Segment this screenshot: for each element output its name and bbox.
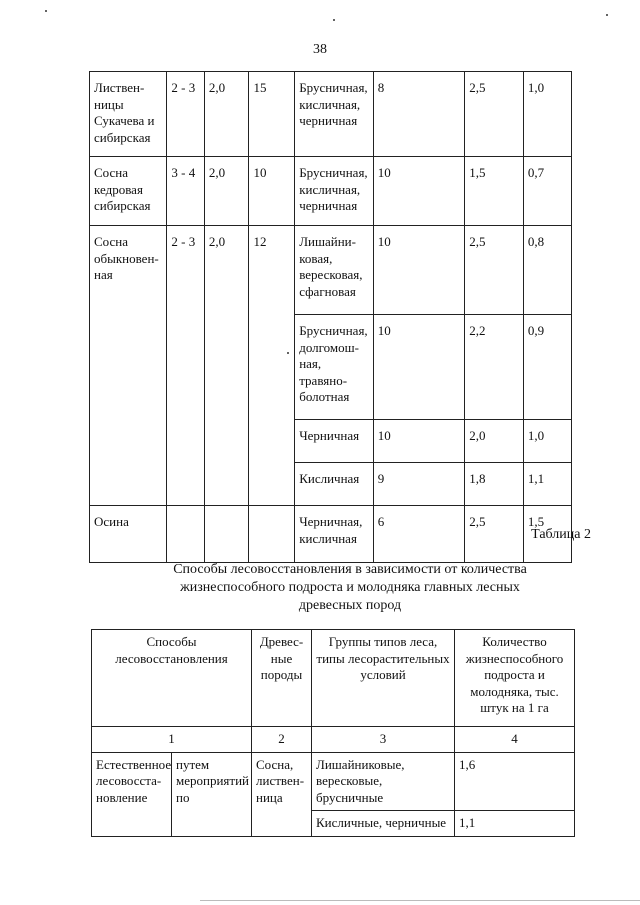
forest-type-cell: Брусничная, кисличная, черничная	[295, 157, 374, 226]
header-cell	[252, 630, 312, 727]
forest-type-cell: Брусничная, кисличная, черничная	[295, 72, 374, 157]
table-row	[90, 72, 572, 157]
table-row	[90, 226, 572, 315]
value-cell: 10	[373, 315, 464, 420]
species-cell	[252, 752, 312, 836]
header-cell	[92, 630, 252, 727]
quantity-cell: 1,1	[455, 811, 575, 837]
value-cell: 2,0	[465, 420, 524, 463]
table-caption: Таблица 2	[531, 527, 591, 542]
value-cell: 2,5	[465, 72, 524, 157]
forest-type-text: Лишайниковые, вересковые, брусничные	[316, 756, 405, 805]
forest-type-cell: Лишайни- ковая, вересковая, сфагновая	[295, 226, 374, 315]
scan-speck	[333, 19, 335, 21]
species-cell: Осина	[90, 506, 167, 563]
value-cell: 6	[373, 506, 464, 563]
column-number: 2	[252, 727, 312, 753]
method-cell	[92, 752, 172, 836]
method-text: Естественное лесовосста- новление	[96, 756, 172, 805]
header-row	[92, 630, 575, 727]
value-cell: 1,8	[465, 463, 524, 506]
value-cell: 1,5	[523, 506, 571, 563]
species-text: Сосна, листвен- ница	[256, 756, 305, 805]
value-cell: 2,2	[465, 315, 524, 420]
forest-type-cell	[312, 752, 455, 811]
value-cell: 1,1	[523, 463, 571, 506]
means-cell	[172, 752, 252, 836]
value-cell: 10	[249, 157, 295, 226]
table-row	[92, 752, 575, 811]
header-text: Способы лесовосстановления	[115, 634, 228, 666]
header-cell	[312, 630, 455, 727]
header-cell	[455, 630, 575, 727]
value-cell	[167, 506, 205, 563]
value-cell: 1,5	[465, 157, 524, 226]
page-number: 38	[313, 42, 327, 57]
forest-regeneration-norms-table	[89, 71, 572, 563]
value-cell: 12	[249, 226, 295, 506]
value-cell	[204, 506, 249, 563]
value-cell: 2,5	[465, 506, 524, 563]
table-row	[90, 506, 572, 563]
value-cell: 0,9	[523, 315, 571, 420]
table-title: Способы лесовосстановления в зависимости от количества жизнеспособного подроста и молодняка главных лесных древесных пород	[173, 562, 527, 613]
value-cell: 10	[373, 226, 464, 315]
value-cell: 9	[373, 463, 464, 506]
value-cell: 2,0	[204, 72, 249, 157]
forest-type-cell: Черничная, кисличная	[295, 506, 374, 563]
species-cell: Сосна обыкновен- ная	[90, 226, 167, 506]
header-text: Древес- ные породы	[259, 634, 304, 682]
value-cell: 2,0	[204, 157, 249, 226]
value-cell: 1,0	[523, 72, 571, 157]
forest-type-cell: Черничная	[295, 420, 374, 463]
value-cell: 2,0	[204, 226, 249, 506]
value-cell: 3 - 4	[167, 157, 205, 226]
forest-type-cell	[312, 811, 455, 837]
column-number: 4	[455, 727, 575, 753]
value-cell	[249, 506, 295, 563]
value-cell: 0,7	[523, 157, 571, 226]
value-cell: 2 - 3	[167, 226, 205, 506]
forest-type-text: Кисличные, черничные	[316, 815, 447, 830]
column-number-row	[92, 727, 575, 753]
column-number: 1	[92, 727, 252, 753]
value-cell: 0,8	[523, 226, 571, 315]
header-text: Количество жизнеспособного подроста и молодняка, тыс. штук на 1 га	[465, 634, 564, 715]
header-text: Группы типов леса, типы лесорастительных условий	[316, 634, 450, 682]
column-number: 3	[312, 727, 455, 753]
forest-type-cell: Брусничная, долгомош- ная, травяно- болотная	[295, 315, 374, 420]
value-cell: 2,5	[465, 226, 524, 315]
scan-speck	[45, 10, 47, 12]
value-cell: 15	[249, 72, 295, 157]
species-cell: Сосна кедровая сибирская	[90, 157, 167, 226]
value-cell: 2 - 3	[167, 72, 205, 157]
table-row	[90, 157, 572, 226]
means-text: путем мероприятий по	[176, 756, 249, 805]
value-cell: 1,0	[523, 420, 571, 463]
value-cell: 10	[373, 157, 464, 226]
value-cell: 10	[373, 420, 464, 463]
forest-type-cell: Кисличная	[295, 463, 374, 506]
scan-edge-line	[200, 900, 640, 901]
quantity-cell: 1,6	[455, 752, 575, 811]
scan-speck	[606, 14, 608, 16]
species-cell: Листвен- ницы Сукачева и сибирская	[90, 72, 167, 157]
value-cell: 8	[373, 72, 464, 157]
regeneration-methods-table	[91, 629, 575, 837]
